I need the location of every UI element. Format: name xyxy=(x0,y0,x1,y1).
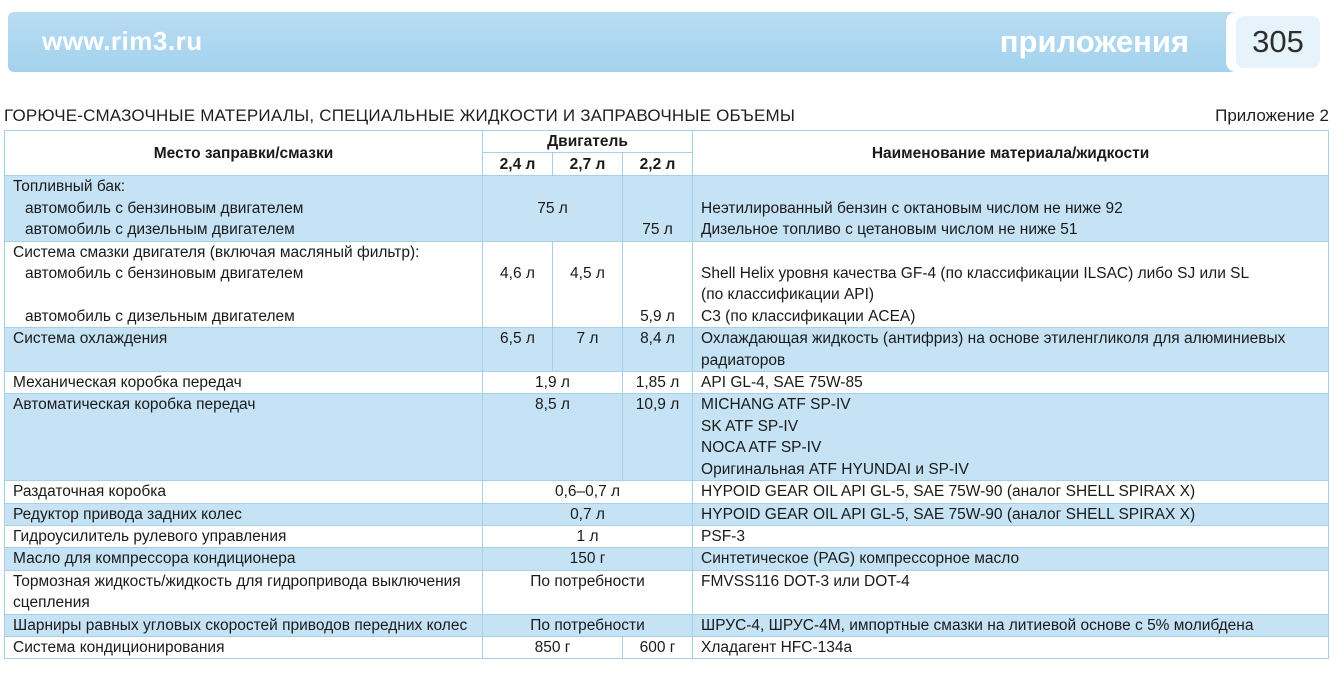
table-row-transfer-case xyxy=(5,481,1329,503)
cell-value: 150 г xyxy=(483,548,693,570)
value-22: 5,9 л xyxy=(640,307,675,325)
table-row-cv-joints xyxy=(5,614,1329,636)
value-diesel: 75 л xyxy=(642,221,673,239)
table-row-manual-gearbox xyxy=(5,372,1329,394)
cell-value-27: 7 л xyxy=(553,328,623,372)
table-row-compressor-oil xyxy=(5,548,1329,570)
material-line: Оригинальная ATF HYUNDAI и SP-IV xyxy=(701,460,969,478)
cell-place: Шарниры равных угловых скоростей приводов передних колес xyxy=(5,614,483,636)
cell-material xyxy=(693,241,1329,328)
page-number: 305 xyxy=(1236,16,1320,68)
cell-material: HYPOID GEAR OIL API GL-5, SAE 75W-90 (аналог SHELL SPIRAX X) xyxy=(693,503,1329,525)
fluids-table xyxy=(4,130,1329,659)
material-line: Shell Helix уровня качества GF-4 (по классификации ILSAC) либо SJ или SL xyxy=(701,265,1250,283)
cell-place: Редуктор привода задних колес xyxy=(5,503,483,525)
cell-material: ШРУС-4, ШРУС-4М, импортные смазки на литиевой основе с 5% молибдена xyxy=(693,614,1329,636)
table-row-oil xyxy=(5,241,1329,328)
cell-place: Механическая коробка передач xyxy=(5,372,483,394)
cell-value-22 xyxy=(623,241,693,328)
header-engine-22: 2,2 л xyxy=(623,153,693,176)
cell-place: Автоматическая коробка передач xyxy=(5,394,483,481)
cell-place: Раздаточная коробка xyxy=(5,481,483,503)
row-title: Система смазки двигателя (включая масляный фильтр): xyxy=(13,243,420,261)
header-material: Наименование материала/жидкости xyxy=(693,131,1329,176)
cell-value: По потребности xyxy=(483,614,693,636)
value-27: 4,5 л xyxy=(570,265,605,283)
row-title: Топливный бак: xyxy=(13,178,126,196)
cell-material: Синтетическое (PAG) компрессорное масло xyxy=(693,548,1329,570)
cell-place: Масло для компрессора кондиционера xyxy=(5,548,483,570)
cell-value: 1 л xyxy=(483,525,693,547)
header-engine: Двигатель xyxy=(483,131,693,153)
cell-material xyxy=(693,328,1329,372)
site-url[interactable]: www.rim3.ru xyxy=(42,26,203,56)
material-line: C3 (по классификации ACEA) xyxy=(701,307,916,325)
cell-material xyxy=(693,176,1329,241)
document-title: ГОРЮЧЕ-СМАЗОЧНЫЕ МАТЕРИАЛЫ, СПЕЦИАЛЬНЫЕ ЖИДКОСТИ И ЗАПРАВОЧНЫЕ ОБЪЕМЫ xyxy=(4,106,796,125)
section-name: приложения xyxy=(999,24,1189,59)
material-line: радиаторов xyxy=(701,351,786,369)
material-petrol: Неэтилированный бензин с октановым числом не ниже 92 xyxy=(701,199,1123,217)
row-sublabel: автомобиль с бензиновым двигателем xyxy=(25,265,304,283)
row-label-line: сцепления xyxy=(13,594,90,612)
table-row-brake-fluid xyxy=(5,570,1329,614)
cell-material xyxy=(693,394,1329,481)
cell-value: 8,5 л xyxy=(483,394,623,481)
cell-value-22: 600 г xyxy=(623,636,693,658)
table-row-rear-diff xyxy=(5,503,1329,525)
cell-value-24: 6,5 л xyxy=(483,328,553,372)
cell-value-22: 10,9 л xyxy=(623,394,693,481)
table-row-fuel xyxy=(5,176,1329,241)
cell-value: 0,6–0,7 л xyxy=(483,481,693,503)
material-line: Охлаждающая жидкость (антифриз) на основе этиленгликоля для алюминиевых xyxy=(701,330,1286,348)
cell-material: Хладагент HFC-134a xyxy=(693,636,1329,658)
row-sublabel: автомобиль с бензиновым двигателем xyxy=(25,199,304,217)
cell-place: Гидроусилитель рулевого управления xyxy=(5,525,483,547)
cell-place xyxy=(5,241,483,328)
header-row xyxy=(5,131,1329,153)
cell-place xyxy=(5,570,483,614)
cell-place: Система охлаждения xyxy=(5,328,483,372)
header-engine-27: 2,7 л xyxy=(553,153,623,176)
cell-value xyxy=(483,176,623,241)
cell-material: API GL-4, SAE 75W-85 xyxy=(693,372,1329,394)
cell-value-24 xyxy=(483,241,553,328)
value-petrol: 75 л xyxy=(537,199,568,217)
cell-value-22: 8,4 л xyxy=(623,328,693,372)
cell-value xyxy=(623,176,693,241)
cell-value-27 xyxy=(553,241,623,328)
table-row-power-steering xyxy=(5,525,1329,547)
material-line: NOCA ATF SP-IV xyxy=(701,439,822,457)
cell-value: 1,9 л xyxy=(483,372,623,394)
material-line: SK ATF SP-IV xyxy=(701,417,799,435)
material-diesel: Дизельное топливо с цетановым числом не ниже 51 xyxy=(701,221,1078,239)
cell-place xyxy=(5,176,483,241)
cell-value: По потребности xyxy=(483,570,693,614)
header-engine-24: 2,4 л xyxy=(483,153,553,176)
row-sublabel: автомобиль с дизельным двигателем xyxy=(25,307,295,325)
table-row-cooling xyxy=(5,328,1329,372)
material-line: (по классификации API) xyxy=(701,286,875,304)
material-line: MICHANG ATF SP-IV xyxy=(701,396,851,414)
table-row-auto-gearbox xyxy=(5,394,1329,481)
cell-value: 0,7 л xyxy=(483,503,693,525)
cell-value-22: 1,85 л xyxy=(623,372,693,394)
table-row-ac-system xyxy=(5,636,1329,658)
cell-material: PSF-3 xyxy=(693,525,1329,547)
cell-material: HYPOID GEAR OIL API GL-5, SAE 75W-90 (аналог SHELL SPIRAX X) xyxy=(693,481,1329,503)
appendix-label: Приложение 2 xyxy=(1215,106,1329,125)
cell-material: FMVSS116 DOT-3 или DOT-4 xyxy=(693,570,1329,614)
row-label-line: Тормозная жидкость/жидкость для гидропривода выключения xyxy=(13,572,461,590)
cell-value: 850 г xyxy=(483,636,623,658)
row-sublabel: автомобиль с дизельным двигателем xyxy=(25,221,295,239)
cell-place: Система кондиционирования xyxy=(5,636,483,658)
value-24: 4,6 л xyxy=(500,265,535,283)
header-place: Место заправки/смазки xyxy=(5,131,483,176)
